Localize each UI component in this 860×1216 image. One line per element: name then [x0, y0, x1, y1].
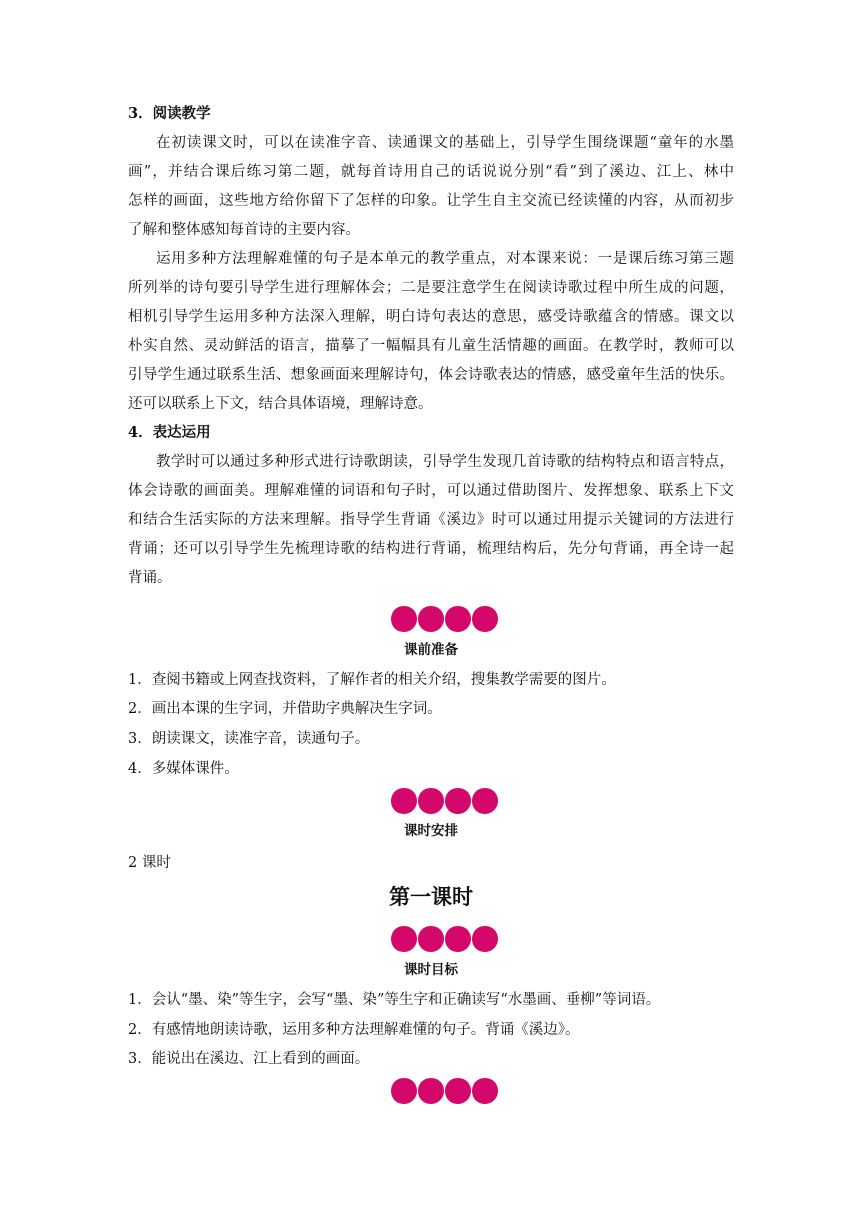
- section-title-goals: 课时目标: [404, 962, 458, 978]
- paragraph-line: 运用多种方法理解难懂的句子是本单元的教学重点，对本课来说：一是课后练习第三题: [156, 251, 734, 267]
- paragraph-line: 了解和整体感知每首诗的主要内容。: [128, 222, 360, 238]
- paragraph-line: 相机引导学生运用多种方法深入理解，明白诗句表达的意思，感受诗歌蕴含的情感。课文以: [128, 309, 734, 325]
- paragraph-line: 在初读课文时，可以在读准字音、读通课文的基础上，引导学生围绕课题“童年的水墨: [156, 135, 734, 151]
- list-item: 3．朗读课文，读准字音，读通句子。: [128, 731, 370, 747]
- reading-heading: 3．阅读教学: [128, 105, 211, 122]
- paragraph-line: 引导学生通过联系生活、想象画面来理解诗句，体会诗歌表达的情感，感受童年生活的快乐。: [128, 367, 734, 383]
- paragraph-line: 朴实自然、灵动鲜活的语言，描摹了一幅幅具有儿童生活情趣的画面。在教学时，教师可以: [128, 338, 734, 354]
- petal-divider-icon: [390, 604, 500, 634]
- petal-divider-icon: [390, 786, 500, 816]
- paragraph-line: 画”，并结合课后练习第二题，就每首诗用自己的话说说分别“看”到了溪边、江上、林中: [128, 164, 734, 180]
- paragraph-line: 背诵。: [128, 570, 172, 586]
- list-item: 2．有感情地朗读诗歌，运用多种方法理解难懂的句子。背诵《溪边》。: [128, 1022, 580, 1038]
- paragraph-line: 体会诗歌的画面美。理解难懂的词语和句子时，可以通过借助图片、发挥想象、联系上下文: [128, 483, 734, 499]
- petal-divider-icon: [390, 1076, 500, 1106]
- petal-divider-icon: [390, 924, 500, 954]
- lesson-title: 第一课时: [389, 885, 473, 909]
- list-item: 1．会认“墨、染”等生字，会写“墨、染”等生字和正确读写“水墨画、垂柳”等词语。: [128, 992, 661, 1008]
- section-title-schedule: 课时安排: [404, 823, 458, 839]
- list-item: 1．查阅书籍或上网查找资料，了解作者的相关介绍，搜集教学需要的图片。: [128, 672, 616, 688]
- list-item: 4．多媒体课件。: [128, 761, 239, 777]
- paragraph-line: 和结合生活实际的方法来理解。指导学生背诵《溪边》时可以通过用提示关键词的方法进行: [128, 512, 734, 528]
- paragraph-line: 背诵；还可以引导学生先梳理诗歌的结构进行背诵，梳理结构后，先分句背诵，再全诗一起: [128, 541, 734, 557]
- paragraph-line: 还可以联系上下文，结合具体语境，理解诗意。: [128, 396, 433, 412]
- list-item: 2．画出本课的生字词，并借助字典解决生字词。: [128, 701, 442, 717]
- expression-heading: 4．表达运用: [128, 424, 211, 441]
- paragraph-line: 怎样的画面，这些地方给你留下了怎样的印象。让学生自主交流已经读懂的内容，从而初步: [128, 193, 734, 209]
- paragraph-line: 教学时可以通过多种形式进行诗歌朗读，引导学生发现几首诗歌的结构特点和语言特点，: [156, 454, 734, 470]
- list-item: 3．能说出在溪边、江上看到的画面。: [128, 1051, 370, 1067]
- section-title-prep: 课前准备: [404, 642, 458, 658]
- paragraph-line: 所列举的诗句要引导学生进行理解体会；二是要注意学生在阅读诗歌过程中所生成的问题，: [128, 280, 734, 296]
- schedule-text: 2 课时: [128, 855, 171, 871]
